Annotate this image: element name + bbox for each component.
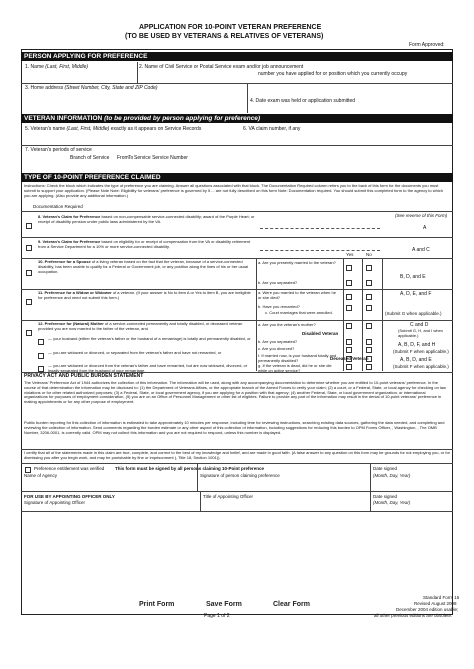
item12-doc1-note: (Submit G, H, and I when applicable.) <box>398 328 443 338</box>
form-subtitle: (TO BE USED BY VETERANS & RELATIVES OF VETERANS) <box>125 33 324 40</box>
item12a-no-checkbox[interactable] <box>366 323 372 329</box>
item11a-doc: A, D, E, and F <box>400 291 432 297</box>
item11-question-c: c. Court marriages that were annulled. <box>265 310 333 315</box>
date-signed-label: Date signed <box>373 466 398 471</box>
position-label: number you have applied for or position which you currently occupy <box>258 71 408 77</box>
divider <box>137 62 138 83</box>
item8-doc: A <box>423 225 427 231</box>
divider <box>382 258 383 371</box>
leader-line <box>260 250 380 251</box>
divider <box>21 463 453 464</box>
item12c-yes-checkbox[interactable] <box>346 347 352 353</box>
leader-line <box>260 228 380 229</box>
item12-option1: — your husband (either the veteran's father or the husband of a remarriage) is totally and permanently disabled, or <box>48 336 251 341</box>
civil-service-label: 2. Name of Civil Service or Postal Service exam and/or job announcement <box>139 64 304 70</box>
item12-option2-checkbox[interactable] <box>38 353 44 359</box>
item12-checkbox[interactable] <box>26 330 32 336</box>
title-officer-label: Title of Appointing Officer <box>203 494 254 499</box>
applicant-signature-field[interactable] <box>200 482 369 490</box>
item12-question-f: f. If married now, is your husband totally and permanently disabled? <box>258 353 337 363</box>
veteran-name-label: 5. Veteran's name (Last, First, Middle) exactly as it appears on Service Records <box>25 126 202 132</box>
form-approved-label: Form Approved: <box>409 42 445 48</box>
item10-checkbox[interactable] <box>26 270 32 276</box>
item10a-no-checkbox[interactable] <box>366 265 372 271</box>
divider <box>197 463 198 491</box>
item10a-yes-checkbox[interactable] <box>346 265 352 271</box>
agency-name-field[interactable] <box>24 482 198 490</box>
divider <box>21 491 453 492</box>
item12c-no-checkbox[interactable] <box>366 347 372 353</box>
entitlement-verified-label: Preference entitlement was verified <box>34 466 105 471</box>
item11a-yes-checkbox[interactable] <box>346 294 352 300</box>
divider <box>21 83 453 84</box>
va-claim-label: 6. VA claim number, if any <box>243 126 301 132</box>
item12-text: 12. Preference for (Natural) Mother of a service-connected permanently and totally disabled, or deceased veteran provided you are now married to the father of the veteran, and <box>38 321 243 331</box>
signature-label: Signature of person claiming preference <box>200 473 280 478</box>
section-preference-heading: TYPE OF 10-POINT PREFERENCE CLAIMED <box>21 173 453 182</box>
clear-form-button[interactable]: Clear Form <box>273 601 310 608</box>
divider <box>256 258 257 371</box>
item11-doc-note: (Submit G when applicable.) <box>385 311 442 316</box>
item12-question-g: g. If the veteran is dead, did he or she die while on active service? <box>258 363 332 373</box>
privacy-paragraph2: Public burden reporting for this collection of information is estimated to take approximately 10 minutes per response, including time for reviewing instructions, searching existing data sources, gathering the data needed, and completing and reviewing the collection of information. Send comments regarding the burden estimate or any other aspect of this collection of information, including suggestions for reducing this burden to OPM Forms Officer, , Washington, , The OMB Number, 3206-0001, is currently valid. OPM may not collect this information and you are not required to respond, unless this number is displayed. <box>24 420 445 435</box>
veteran-name-field[interactable] <box>25 135 244 143</box>
date-hint: (Month, Day, Year) <box>373 473 411 478</box>
item12b-no-checkbox[interactable] <box>366 339 372 345</box>
doc-required-label: Documentation Required <box>33 204 83 209</box>
item10-doc: B, D, and E <box>400 274 426 280</box>
item12-doc3-note: (Submit F when applicable.) <box>393 364 449 369</box>
form-title: APPLICATION FOR 10-POINT VETERAN PREFERENCE <box>139 24 322 31</box>
obsolete-label: all other previous editions are obsolete. <box>374 613 453 618</box>
item11b-no-checkbox[interactable] <box>366 305 372 311</box>
disabled-veteran-label: Disabled Veteran <box>302 331 339 336</box>
branch-label: Branch of Service <box>70 155 110 161</box>
print-form-button[interactable]: Print Form <box>139 601 175 608</box>
item12-question-c: c. Are you divorced? <box>258 346 295 351</box>
item12-option2: — you are widowed or divorced, or separated from the veteran's father and have not remarried, or <box>48 350 222 355</box>
applicant-name-field[interactable] <box>25 73 139 81</box>
item12-question-b: b. Are you separated? <box>258 339 298 344</box>
address-label: 3. Home address (Street Number, City, State and ZIP Code) <box>25 85 158 91</box>
deceased-veteran-label: Deceased Veteran <box>330 356 369 361</box>
name-of-agency-label: Name of Agency <box>24 473 58 478</box>
privacy-heading: PRIVACY ACT AND PUBLIC BURDEN STATEMENT <box>24 373 144 379</box>
item11-question-b: b. Have you remarried? <box>258 304 300 309</box>
date-signed-field[interactable] <box>373 482 452 490</box>
item11b-yes-checkbox[interactable] <box>346 305 352 311</box>
item10-text: 10. Preference for a Spouse of a living veteran based on the fact that the veteran, because of a service-connected disability, has been unable to qualify for a Federal or Government job, or any position along the lines of his or her usual occupation. <box>38 259 249 274</box>
item12-doc2-note: (Submit F when applicable.) <box>393 349 449 354</box>
divider <box>21 237 453 238</box>
officer-heading: FOR USE BY APPOINTING OFFICER ONLY <box>24 494 115 499</box>
item11-text: 11. Preference for a Widow or Widower of a veteran. (If your answer is No to item A or Yes to item B, you are ineligible for preference and need not submit this form.) <box>38 290 251 300</box>
date-signed-label-2: Date signed <box>373 494 398 499</box>
item10-question-a: a. Are you presently married to the veteran? <box>258 260 336 265</box>
item8-text: 8. Veteran's Claim for Preference based on non-compensable service-connected disability; award of the Purple Heart; or receipt of disability pension under public laws administered by the VA. <box>38 214 255 224</box>
certification-text: I certify that all of the statements made in this claim are true, complete, and correct to the best of my knowledge and belief, and are made in good faith. (A false answer to any question on this form may be grounds for not employing you, or for dismissing you after you begin work, and may be punishable by fine or imprisonment (, Title 18, Section 1001)). <box>24 450 451 460</box>
divider <box>21 211 453 212</box>
service-to-number-label: Service Service Number <box>134 155 188 161</box>
item12-doc3: A, B, D, and E <box>400 357 432 363</box>
divider <box>21 145 453 146</box>
item9-doc: A and C <box>412 247 430 253</box>
page-number: Page 1 of 2 <box>204 613 230 619</box>
see-reverse-label: (See reverse of this Form) <box>395 213 448 218</box>
item12-doc2: A, B, D, F, and H <box>398 342 436 348</box>
item12b-yes-checkbox[interactable] <box>346 339 352 345</box>
divider <box>370 463 371 511</box>
divider <box>343 258 344 371</box>
item11-question-a: a. Were you married to the veteran when he or she died? <box>258 290 336 300</box>
form-frame <box>21 49 453 615</box>
item10b-no-checkbox[interactable] <box>366 280 372 286</box>
item9-checkbox[interactable] <box>26 245 32 251</box>
standard-form-label: Standard Form 15 <box>423 595 460 600</box>
item12g-no-checkbox[interactable] <box>366 364 372 370</box>
date-exam-label: 4. Date exam was held or application submitted <box>250 98 356 104</box>
to-label: To <box>128 155 134 161</box>
item11a-no-checkbox[interactable] <box>366 294 372 300</box>
periods-label: 7. Veteran's periods of service <box>25 147 92 153</box>
item12a-yes-checkbox[interactable] <box>346 323 352 329</box>
item12-doc1: C and D <box>410 322 429 328</box>
item9-text: 9. Veteran's Claim for Preference based on eligibility for or receipt of compensation from the VA or disability retirement from a Service Department for a 10% or more service-connected disability. <box>38 239 251 249</box>
divider <box>247 83 248 113</box>
signature-officer-label: Signature of Appointing Officer <box>24 500 85 505</box>
name-label: 1. Name (Last, First, Middle) <box>25 64 89 70</box>
section-applying-heading: PERSON APPLYING FOR PREFERENCE <box>21 52 453 61</box>
va-claim-field[interactable] <box>243 135 447 143</box>
item10b-yes-checkbox[interactable] <box>346 280 352 286</box>
date-hint-2: (Month, Day, Year) <box>373 500 411 505</box>
divider <box>362 258 363 371</box>
item11-checkbox[interactable] <box>26 299 32 305</box>
must-be-signed-label: This form must be signed by all persons claiming 10-Point preference <box>115 466 265 471</box>
item12-option1-checkbox[interactable] <box>38 339 44 345</box>
item12g-yes-checkbox[interactable] <box>346 364 352 370</box>
divider <box>200 491 201 511</box>
home-address-field[interactable] <box>25 94 249 102</box>
item12-option3: — you are widowed or divorced from the veteran's father and have remarried, but are now widowed, divorced, or legally separated from the husband of your remarriage. <box>48 363 248 373</box>
item10-question-b: b. Are you separated? <box>258 280 298 285</box>
edition-label: December 2004 edition usable; <box>396 607 459 612</box>
save-form-button[interactable]: Save Form <box>206 601 242 608</box>
item8-checkbox[interactable] <box>26 223 32 229</box>
section-veteran-heading: VETERAN INFORMATION (to be provided by person applying for preference) <box>21 114 453 123</box>
no-header: No <box>366 252 372 257</box>
officer-title-field[interactable] <box>203 503 367 511</box>
privacy-paragraph1: The Veterans' Preference Act of 1944 authorizes the collection of this information. The information will be used, along with any accompanying documentation to determine whether you are entitled to 10-point veterans' preference. In the course of that determination the information may be disclosed to: (1) the Department of Veterans Affairs, or the appropriate branch of the Armed Forces to verify your claim; (2) a court, or a Federal, State, or local agency for checking on law violations or for other related authorized purposes; (3) a Federal, State, or local government agency, if you are applying for a position with that agency; (4) another Federal, State, or local government organization, or international organizations for purposes of employment consideration, (5) you are on an Office of Personnel Management or other list of eligibles. Failure to provide any part of the information may result in the denial of 10-point veterans' preference in making appointments or for any other purpose of employment. <box>24 380 446 405</box>
revised-label: Revised August 2008 <box>414 601 457 606</box>
instructions-text: Instructions: Check the block which indicates the type of preference you are claiming. Answer all questions associated with that block. The Documentation Required column refers you to the back of this form for the documents you must submit to support your application. (Please Note Note: Eligibility for veterans' preference is governed by 5 ... are not fully described on this form Note: Documentation required. You should submit this completed form to the agency to which you are applying. (Also provide any additional information.) <box>24 183 443 198</box>
yes-header: Yes <box>346 252 354 257</box>
divider <box>21 511 453 512</box>
item12-question-a: a. Are you the veteran's mother? <box>258 322 316 327</box>
from-label: From <box>117 155 129 161</box>
